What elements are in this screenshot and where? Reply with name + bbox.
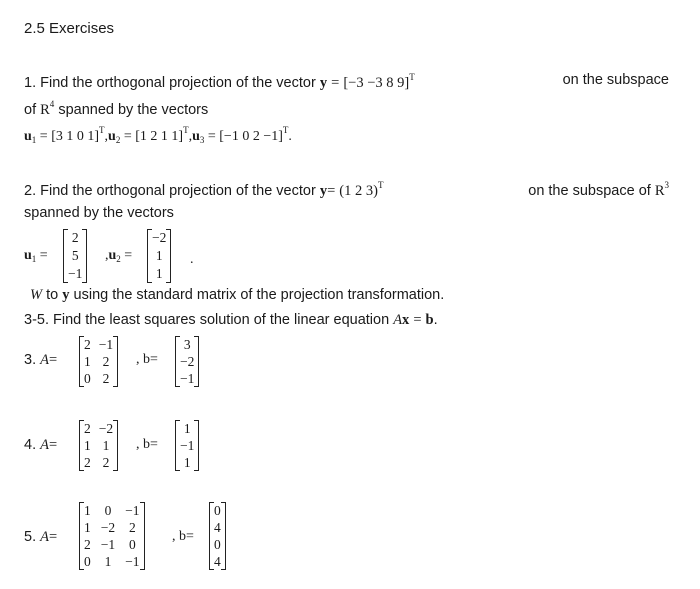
- math-token: W: [30, 287, 43, 303]
- math-token: 1: [183, 421, 191, 436]
- ex1-spanned: spanned by the vectors: [58, 102, 209, 118]
- math-token: =: [48, 437, 58, 453]
- ex3-A-matrix: [79, 336, 118, 387]
- ex2-u2-matrix: [147, 229, 171, 283]
- math-token: to: [46, 287, 59, 303]
- math-token: ,: [105, 248, 109, 263]
- math-token: =: [39, 248, 48, 263]
- math-token: T: [99, 125, 105, 135]
- math-token: −1: [125, 554, 140, 569]
- math-token: −1: [180, 371, 195, 386]
- ex4-A-matrix: [79, 420, 118, 471]
- ex1-on-subspace: on the subspace: [562, 72, 669, 88]
- ex1-prompt: 1. Find the orthogonal projection of the vector: [24, 75, 316, 91]
- least-squares-header: [24, 312, 438, 329]
- ex1-eq: =: [331, 75, 340, 91]
- ex1-u2: [1 2 1 1]: [135, 129, 184, 144]
- math-token: =: [207, 129, 216, 144]
- ex1-of: of: [24, 102, 37, 118]
- math-token: using the standard matrix of the projection transformation.: [73, 287, 445, 303]
- ex4-b-label: , b=: [136, 437, 158, 452]
- math-token: 2: [115, 135, 121, 145]
- math-token: 2: [84, 537, 91, 552]
- ex1-R: R: [40, 102, 50, 118]
- math-token: 4: [214, 520, 221, 535]
- math-token: =: [123, 129, 132, 144]
- math-token: 3: [199, 135, 205, 145]
- math-token: 5: [71, 248, 79, 263]
- math-token: 2: [102, 455, 110, 470]
- exercise-1-line-2: [24, 99, 208, 119]
- math-token: A: [40, 529, 49, 545]
- ex1-transpose: T: [409, 72, 415, 82]
- math-token: =: [124, 248, 133, 263]
- ex4-b-vector: [175, 420, 199, 471]
- math-token: 2: [71, 230, 79, 245]
- math-token: y: [62, 287, 70, 303]
- math-token: 3.: [24, 352, 37, 368]
- math-token: 1: [183, 455, 191, 470]
- math-token: 0: [84, 371, 91, 386]
- math-token: 1: [155, 266, 163, 281]
- math-token: 1: [102, 438, 110, 453]
- math-token: 2: [84, 455, 91, 470]
- math-token: −1: [180, 438, 195, 453]
- math-token: R: [654, 183, 665, 199]
- math-token: 1: [31, 254, 37, 264]
- ex1-u1: [3 1 0 1]: [51, 129, 100, 144]
- ex1-u3: [−1 0 2 −1]: [219, 129, 283, 144]
- ex1-dim: 4: [49, 99, 55, 109]
- ex3-label: [24, 352, 57, 369]
- math-token: −1: [125, 503, 140, 518]
- math-token: =: [48, 529, 58, 545]
- math-token: A: [40, 352, 49, 368]
- math-token: A: [393, 312, 403, 328]
- math-token: =: [48, 352, 58, 368]
- ex2-vector: (1 2 3): [339, 183, 378, 199]
- ex5-label: [24, 529, 57, 546]
- ex2-u1-matrix: [63, 229, 87, 283]
- section-title: 2.5 Exercises: [24, 20, 115, 37]
- math-token: b: [425, 312, 434, 328]
- math-token: 2: [102, 354, 110, 369]
- ex2-u2-label: [105, 248, 132, 264]
- math-token: −1: [68, 266, 83, 281]
- math-token: u: [108, 129, 116, 144]
- math-token: −2: [98, 421, 114, 436]
- math-token: 2: [84, 337, 91, 352]
- math-token: 2: [84, 421, 91, 436]
- math-token: 2: [116, 254, 121, 264]
- math-token: =: [327, 183, 336, 199]
- ex2-y-symbol: y: [319, 183, 328, 199]
- ex3-b-vector: [175, 336, 199, 387]
- math-token: 3: [183, 337, 191, 352]
- math-token: −2: [100, 520, 116, 535]
- ex5-A-matrix: [79, 502, 145, 570]
- math-token: 0: [104, 503, 112, 518]
- math-token: −1: [98, 337, 114, 352]
- math-token: 0: [214, 537, 221, 552]
- ex2-on-subspace: [528, 180, 669, 200]
- exercise-1-vectors: [24, 125, 292, 145]
- math-token: −1: [100, 537, 116, 552]
- math-token: 1: [84, 438, 91, 453]
- math-token: −2: [180, 354, 195, 369]
- ex1-vector: [−3 −3 8 9]: [343, 75, 410, 91]
- math-token: u: [192, 129, 200, 144]
- math-token: =: [39, 129, 48, 144]
- math-token: 1: [84, 354, 91, 369]
- math-token: 1: [104, 554, 112, 569]
- math-token: 5.: [24, 529, 37, 545]
- math-token: =: [413, 312, 422, 328]
- ex5-b-label: , b=: [172, 529, 194, 544]
- math-token: −2: [152, 230, 167, 245]
- math-token: 2: [102, 371, 110, 386]
- math-token: 4.: [24, 437, 37, 453]
- ex2-spanned: spanned by the vectors: [24, 205, 174, 221]
- exercise-2-line-1: [24, 180, 669, 200]
- math-token: .: [288, 129, 292, 144]
- ex4-label: [24, 437, 57, 454]
- u1-symbol: u: [24, 129, 32, 144]
- math-token: .: [433, 312, 438, 328]
- math-token: T: [282, 125, 289, 135]
- math-token: 1: [155, 248, 163, 263]
- math-token: 2: [128, 520, 136, 535]
- exercise-1-line-1: [24, 72, 669, 92]
- math-token: ,: [104, 129, 109, 144]
- ex2-prompt: 2. Find the orthogonal projection of the vector: [24, 183, 316, 199]
- ex3-b-label: , b=: [136, 352, 158, 367]
- math-token: on the subspace of: [528, 183, 651, 199]
- math-token: 1: [31, 135, 37, 145]
- math-token: A: [40, 437, 49, 453]
- ex5-b-vector: [209, 502, 226, 570]
- ex2-w-line: [30, 287, 444, 304]
- ex1-y-symbol: y: [319, 75, 328, 91]
- math-token: u: [108, 248, 117, 263]
- math-token: 0: [214, 503, 221, 518]
- math-token: 1: [84, 503, 91, 518]
- math-token: 0: [84, 554, 91, 569]
- math-token: 1: [84, 520, 91, 535]
- math-token: ,: [188, 129, 193, 144]
- math-token: x: [402, 312, 410, 328]
- math-token: 3: [664, 180, 669, 190]
- math-token: 3-5. Find the least squares solution of the linear equation: [24, 312, 390, 328]
- math-token: 4: [214, 554, 221, 569]
- math-token: T: [377, 180, 384, 190]
- math-token: T: [183, 125, 189, 135]
- ex2-u1-label: [24, 248, 48, 264]
- math-token: u: [24, 248, 32, 263]
- math-token: 0: [128, 537, 136, 552]
